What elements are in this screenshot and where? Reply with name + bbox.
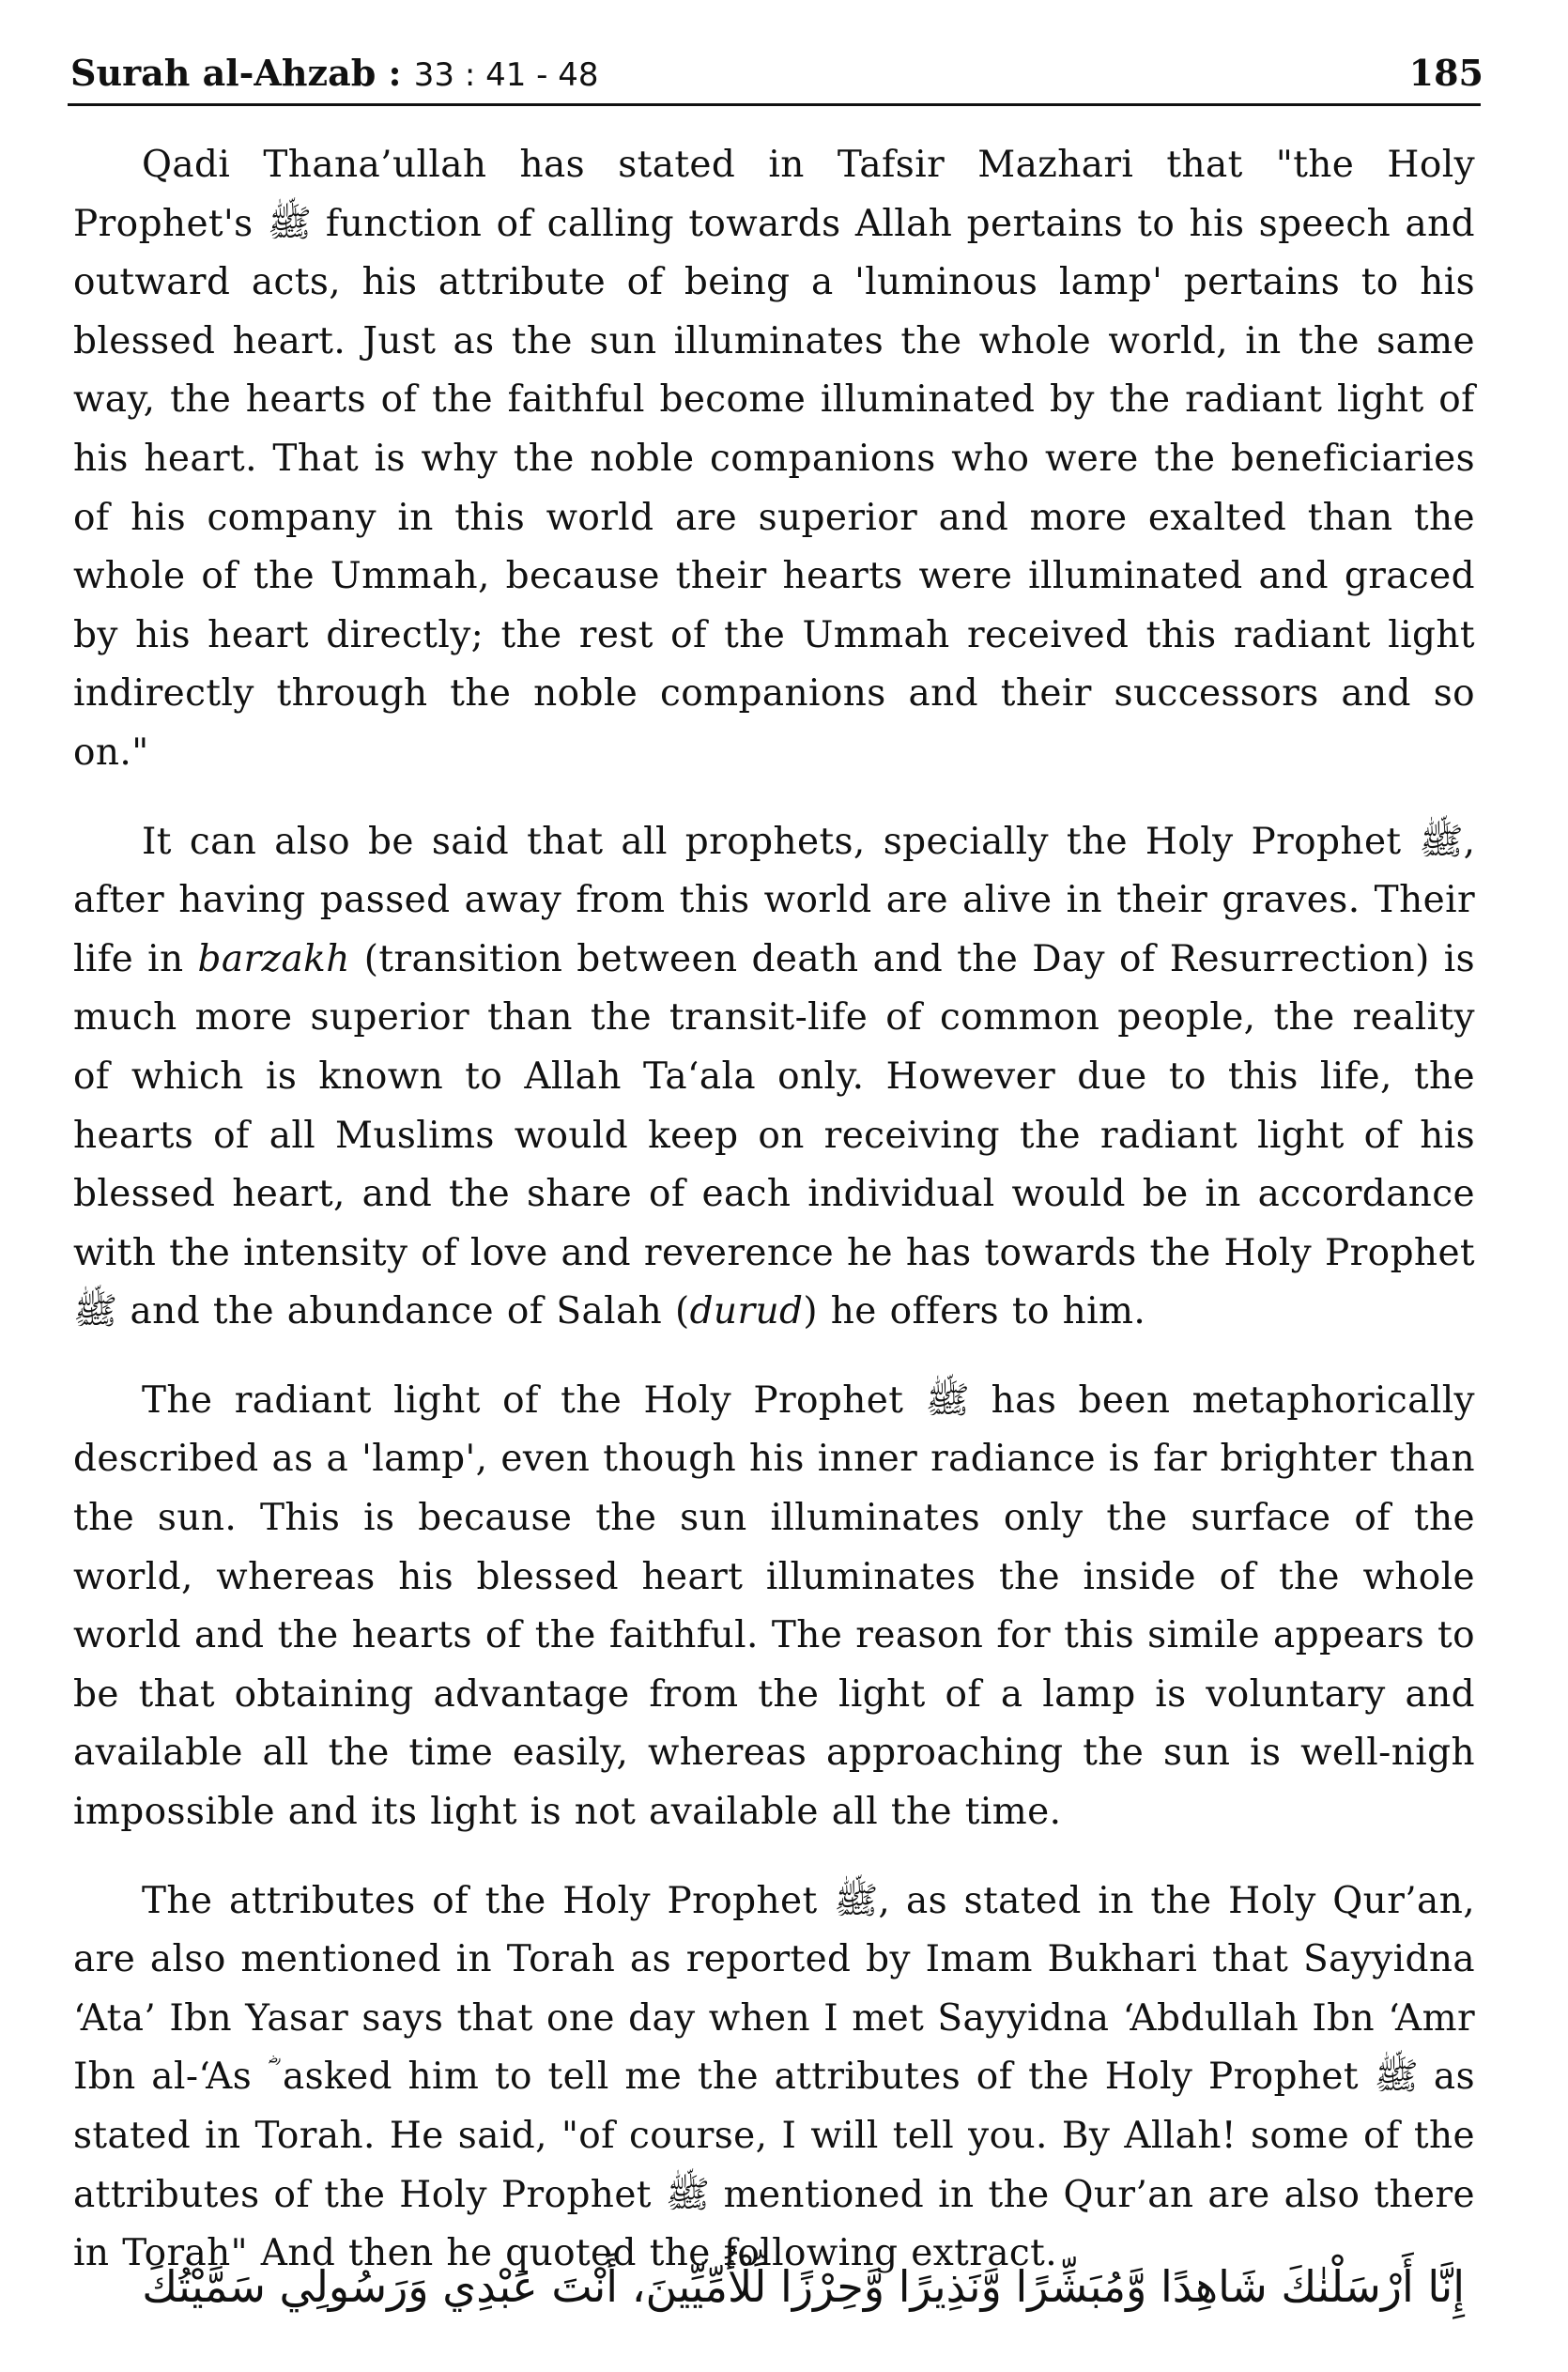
term-barzakh: barzakh <box>197 937 350 980</box>
body-text <box>73 136 1475 2314</box>
header-rule <box>68 103 1481 106</box>
verse-reference: 33 : 41 - 48 <box>413 56 599 94</box>
page-number: 185 <box>1408 52 1483 94</box>
surah-title: Surah al-Ahzab : <box>70 52 402 94</box>
paragraph-2-text-c: ) he offers to him. <box>803 1290 1146 1333</box>
paragraph-2 <box>73 813 1475 1342</box>
paragraph-2-text-b: (transition between death and the Day of Resurrection) is much more superior than the transit-life of common people, the reality of which is known to Allah Ta‘ala only. However due to this life, the hearts of all Muslims would keep on receiving the radiant light of his blessed heart, and the share of each individual would be in accordance with the intensity of love and reverence he has towards the Holy Prophet ﷺ and the abundance of Salah ( <box>73 937 1475 1333</box>
running-head <box>70 45 1483 101</box>
chapter-heading <box>70 45 599 103</box>
paragraph-4: The attributes of the Holy Prophet ﷺ, as stated in the Holy Qur’an, are also mentioned in Torah as reported by Imam Bukhari that Sayyidna ‘Ata’ Ibn Yasar says that one day when I met Sayyidna ‘Abdullah Ibn ‘Amr Ibn al-‘As ؓ asked him to tell me the attributes of the Holy Prophet ﷺ as stated in Torah. He said, "of course, I will tell you. By Allah! some of the attributes of the Holy Prophet ﷺ mentioned in the Qur’an are also there in Torah" And then he quoted the following extract. <box>73 1879 1476 2275</box>
paragraph-2-text-a: It can also be said that all prophets, specially the Holy Prophet ﷺ, after having passed away from this world are alive in their graves. Their life in <box>73 820 1475 980</box>
paragraph-3: The radiant light of the Holy Prophet ﷺ has been metaphorically described as a 'lamp', even though his inner radiance is far brighter than the sun. This is because the sun illuminates only the surface of the world, whereas his blessed heart illuminates the inside of the whole world and the hearts of the faithful. The reason for this simile appears to be that obtaining advantage from the light of a lamp is voluntary and available all the time easily, whereas approaching the sun is well-nigh impossible and its light is not available all the time. <box>73 1379 1475 1834</box>
term-durud: durud <box>689 1290 804 1333</box>
paragraph-1: Qadi Thana’ullah has stated in Tafsir Mazhari that "the Holy Prophet's ﷺ function of calling towards Allah pertains to his speech and outward acts, his attribute of being a 'luminous lamp' pertains to his blessed heart. Just as the sun illuminates the whole world, in the same way, the hearts of the faithful become illuminated by the radiant light of his heart. That is why the noble companions who were the beneficiaries of his company in this world are superior and more exalted than the whole of the Ummah, because their hearts were illuminated and graced by his heart directly; the rest of the Ummah received this radiant light indirectly through the noble companions and their successors and so on." <box>73 144 1475 774</box>
arabic-quotation: إِنَّا أَرْسَلْنٰكَ شَاهِدًا وَّمُبَشِّرًا وَّنَذِيرًا وَّحِرْزًا لِّلْأُمِّيِّينَ، أَنْتَ عَبْدِي وَرَسُولِي سَمَّيْتُكَ <box>142 2261 1465 2312</box>
